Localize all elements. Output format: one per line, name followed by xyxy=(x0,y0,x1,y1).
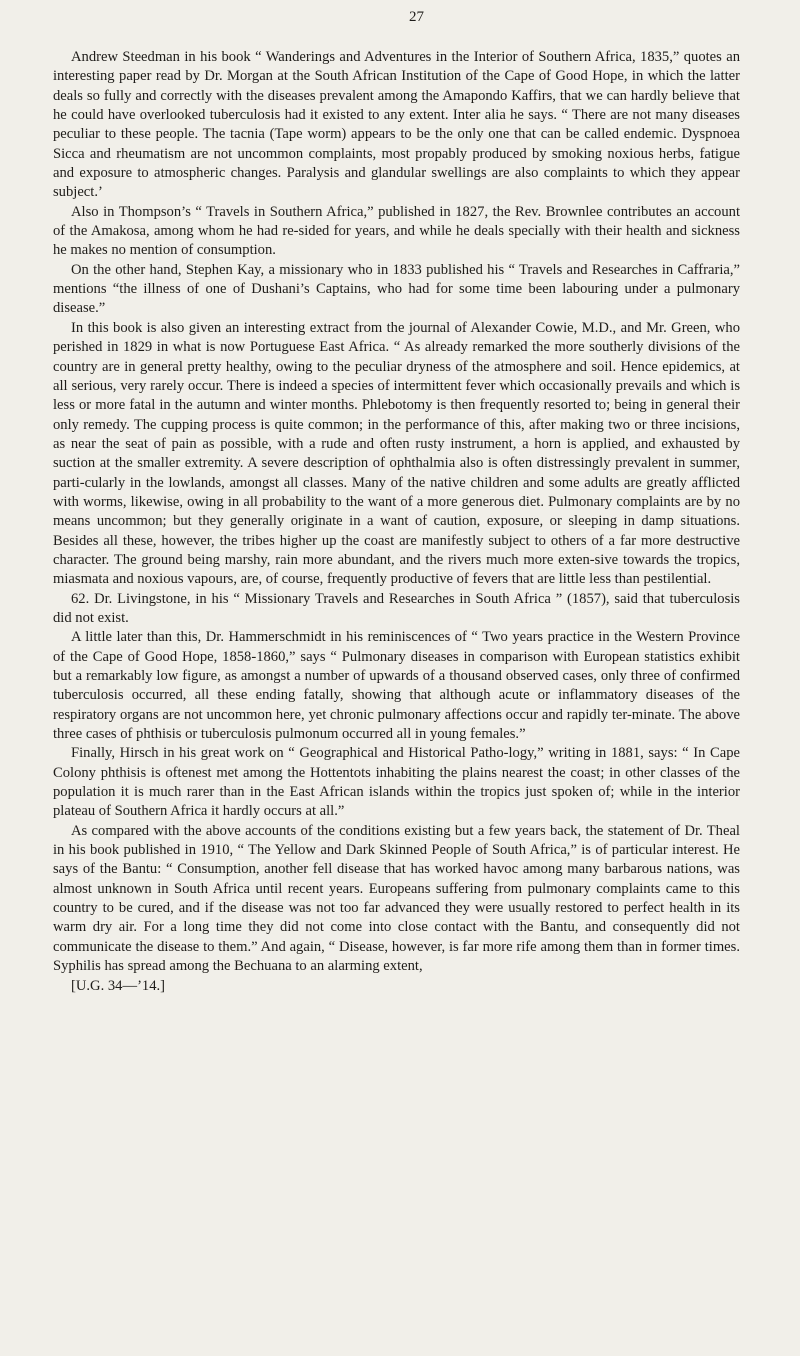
print-reference: [U.G. 34—’14.] xyxy=(71,977,166,994)
body-text xyxy=(53,48,740,977)
paragraph-livingstone: 62. Dr. Livingstone, in his “ Missionary Travels and Researches in South Africa ” (1857), said that tuberculosis did not exist. xyxy=(53,590,740,626)
paragraph-steedman: Andrew Steedman in his book “ Wanderings and Adventures in the Interior of Southern Africa, 1835,” quotes an interesting paper read by Dr. Morgan at the South African Institution of the Cape of Good Hope, in which the latter deals so fully and correctly with the diseases prevalent among the Amapondo Kaffirs, that we can hardly believe that he could have overlooked tuberculosis had it existed to any extent. Inter alia he says. “ There are not many diseases peculiar to these people. The tacnia (Tape worm) appears to be the only one that can be called endemic. Dyspnoea Sicca and rheumatism are not uncommon complaints, most propably produced by smoking noxious herbs, fatigue and exposure to atmospheric changes. Paralysis and glandular swellings are also complaints to which they appear subject.’ xyxy=(53,49,740,201)
paragraph-thompson: Also in Thompson’s “ Travels in Southern Africa,” published in 1827, the Rev. Brownlee contributes an account of the Amakosa, among whom he had re-sided for years, and while he deals specially with their health and sickness he makes no mention of consumption. xyxy=(53,203,740,259)
paragraph-cowie: In this book is also given an interesting extract from the journal of Alexander Cowie, M.D., and Mr. Green, who perished in 1829 in what is now Portuguese East Africa. “ As already remarked the more southerly divisions of the country are in general pretty healthy, owing to the peculiar dryness of the atmosphere and soil. Hence epidemics, at all serious, very rarely occur. There is indeed a species of intermittent fever which occasionally prevails and which is less or more fatal in the autumn and winter months. Phlebotomy is then frequently resorted to; being in general their only remedy. The cupping process is quite common; in the performance of this, after making two or three incisions, as near the seat of pain as possible, with a rude and often rusty instrument, a horn is applied, and exhausted by suction at the smaller extremity. A severe description of ophthalmia also is often distressingly prevalent in summer, parti-cularly in the lowlands, amongst all classes. Many of the native children and some adults are greatly afflicted with worms, likewise, owing in all probability to the want of a more generous diet. Pulmonary complaints are by no means uncommon; but they generally originate in a want of caution, exposure, or sleeping in damp situations. Besides all these, however, the tribes higher up the coast are manifestly subject to others of a far more destructive character. The ground being marshy, rain more abundant, and the rivers much more exten-sive towards the tropics, miasmata and noxious vapours, are, of course, frequently productive of fevers that are little less than pestilential. xyxy=(53,319,740,588)
paragraph-theal: As compared with the above accounts of the conditions existing but a few years back, the statement of Dr. Theal in his book published in 1910, “ The Yellow and Dark Skinned People of South Africa,” is of particular interest. He says of the Bantu: “ Consumption, another fell disease that has worked havoc among many barbarous nations, was almost unknown in South Africa until recent years. Europeans suffering from pulmonary complaints came to this country to be cured, and if the disease was not too far advanced they were usually restored to perfect health in its warm dry air. For a long time they did not come into close contact with the Bantu, and consequently did not communicate the disease to them.” And again, “ Disease, however, is far more rife among them than in former times. Syphilis has spread among the Bechuana to an alarming extent, xyxy=(53,822,740,975)
page-number: 27 xyxy=(409,9,424,25)
paragraph-hammerschmidt: A little later than this, Dr. Hammerschmidt in his reminiscences of “ Two years practice in the Western Province of the Cape of Good Hope, 1858-1860,” says “ Pulmonary diseases in comparison with European statistics exhibit but a remarkably low figure, as amongst a number of upwards of a thousand observed cases, only three of confirmed tuberculosis occurred, all these ending fatally, showing that although acute or inflammatory diseases of the respiratory organs are not uncommon here, yet chronic pulmonary affections occur and rapidly ter-minate. The above three cases of phthisis or tuberculosis pulmonum occurred all in young females.” xyxy=(53,629,740,743)
paragraph-hirsch: Finally, Hirsch in his great work on “ Geographical and Historical Patho-logy,” writing in 1881, says: “ In Cape Colony phthisis is oftenest met among the Hottentots inhabiting the plains nearest the coast; in other classes of the population it is much rarer than in the East African islands within the tropics just spoken of; while in the interior plateau of Southern Africa it hardly occurs at all.” xyxy=(53,745,740,820)
paragraph-kay: On the other hand, Stephen Kay, a missionary who in 1833 published his “ Travels and Researches in Caffraria,” mentions “the illness of one of Dushani’s Captains, who had for some time been labouring under a pulmonary disease.” xyxy=(53,261,740,317)
